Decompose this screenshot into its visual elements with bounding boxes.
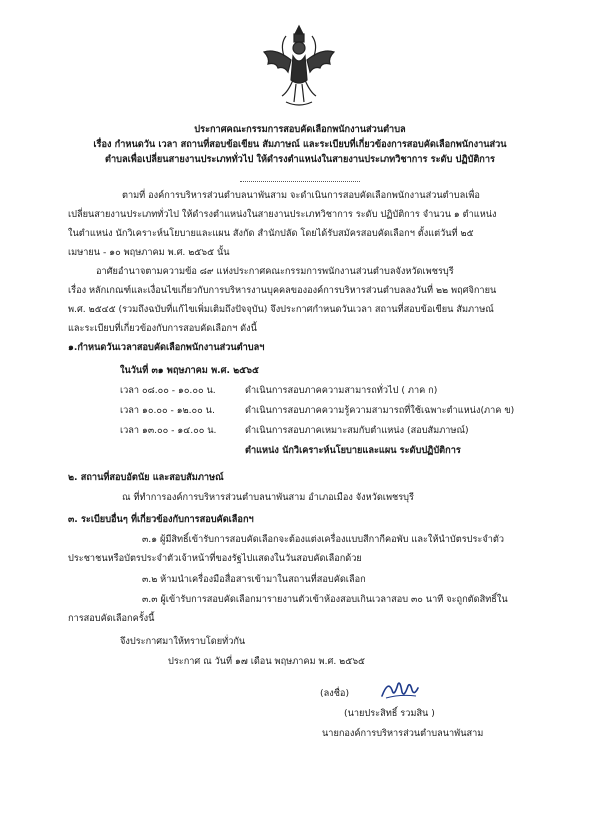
intro-p1-line-1: ตามที่ องค์การบริหารส่วนตำบลนาพันสาม จะดำเนินการสอบคัดเลือกพนักงานส่วนตำบลเพื่อ — [122, 190, 480, 201]
garuda-emblem-icon — [260, 22, 338, 108]
title-line-2: เรื่อง กำหนดวัน เวลา สถานที่สอบข้อเขียน สัมภาษณ์ และระเบียบที่เกี่ยวข้องการสอบคัดเลือกพนักงานส่วน — [93, 139, 507, 150]
signer-name: (นายประสิทธิ์ รวมสิน ) — [344, 708, 435, 719]
handwritten-signature — [378, 676, 422, 702]
intro-p2-line-2: เรื่อง หลักเกณฑ์และเงื่อนไขเกี่ยวกับการบริหารงานบุคคลขององค์การบริหารส่วนตำบลลงวันที่ ๒๒ พฤศจิกายน — [68, 285, 497, 296]
section-1-heading: ๑.กำหนดวันเวลาสอบคัดเลือกพนักงานส่วนตำบลฯ — [68, 342, 265, 353]
intro-p1-line-4: เมษายน - ๑๐ พฤษภาคม พ.ศ. ๒๕๖๕ นั้น — [68, 247, 230, 258]
intro-p2-line-4: และระเบียบที่เกี่ยวข้องกับการสอบคัดเลือกฯ ดังนี้ — [68, 323, 257, 334]
signer-role: นายกองค์การบริหารส่วนตำบลนาพันสาม — [322, 728, 484, 739]
title-divider — [240, 181, 360, 182]
exam-date: ในวันที่ ๓๑ พฤษภาคม พ.ศ. ๒๕๖๕ — [120, 365, 259, 376]
intro-p2-line-1: อาศัยอำนาจตามความข้อ ๘๙ แห่งประกาศคณะกรรมการพนักงานส่วนตำบลจังหวัดเพชรบุรี — [96, 266, 454, 277]
schedule-3-time: เวลา ๑๓.๐๐ - ๑๔.๐๐ น. — [120, 425, 217, 436]
section-2-heading: ๒. สถานที่สอบอัตนัย และสอบสัมภาษณ์ — [68, 472, 224, 483]
schedule-2-desc: ดำเนินการสอบภาคความรู้ความสามารถที่ใช้เฉพาะตำแหน่ง(ภาค ข) — [245, 405, 515, 416]
rule-2: ๓.๒ ห้ามนำเครื่องมือสื่อสารเข้ามาในสถานที่สอบคัดเลือก — [142, 574, 366, 585]
rule-1-line-2: ประชาชนหรือบัตรประจำตัวเจ้าหน้าที่ของรัฐไปแสดงในวันสอบคัดเลือกด้วย — [68, 553, 362, 564]
exam-position: ตำแหน่ง นักวิเคราะห์นโยบายและแผน ระดับปฏิบัติการ — [245, 445, 461, 456]
announce-date: ประกาศ ณ วันที่ ๑๗ เดือน พฤษภาคม พ.ศ. ๒๕๖๕ — [168, 656, 365, 667]
rule-3-line-2: การสอบคัดเลือกครั้งนี้ — [68, 613, 155, 624]
schedule-1-desc: ดำเนินการสอบภาคความสามารถทั่วไป ( ภาค ก) — [245, 385, 438, 396]
rule-1-line-1: ๓.๑ ผู้มีสิทธิ์เข้ารับการสอบคัดเลือกจะต้องแต่งเครื่องแบบสีกากีคอพับ และให้นำบัตรประจำตัว — [142, 534, 504, 545]
schedule-3-desc: ดำเนินการสอบภาคเหมาะสมกับตำแหน่ง (สอบสัมภาษณ์) — [245, 425, 469, 436]
intro-p1-line-3: ในตำแหน่ง นักวิเคราะห์นโยบายและแผน สังกัด สำนักปลัด โดยได้รับสมัครสอบคัดเลือกฯ ตั้งแต่วันที่ ๒๕ — [68, 228, 474, 239]
exam-location: ณ ที่ทำการองค์การบริหารส่วนตำบลนาพันสาม อำเภอเมือง จังหวัดเพชรบุรี — [122, 492, 414, 503]
schedule-1-time: เวลา ๐๘.๐๐ - ๑๐.๐๐ น. — [120, 385, 216, 396]
sign-label: (ลงชื่อ) — [320, 688, 350, 699]
title-line-1: ประกาศคณะกรรมการสอบคัดเลือกพนักงานส่วนตำบล — [194, 124, 406, 135]
closing-announce: จึงประกาศมาให้ทราบโดยทั่วกัน — [120, 636, 246, 647]
intro-p1-line-2: เปลี่ยนสายงานประเภททั่วไป ให้ดำรงตำแหน่งในสายงานประเภทวิชาการ ระดับ ปฏิบัติการ จำนวน ๑ ตำแหน่ง — [68, 209, 497, 220]
schedule-2-time: เวลา ๑๐.๐๐ - ๑๒.๐๐ น. — [120, 405, 215, 416]
section-3-heading: ๓. ระเบียบอื่นๆ ที่เกี่ยวข้องกับการสอบคัดเลือกฯ — [68, 514, 254, 525]
title-line-3: ตำบลเพื่อเปลี่ยนสายงานประเภททั่วไป ให้ดำรงตำแหน่งในสายงานประเภทวิชาการ ระดับ ปฏิบัติการ — [105, 154, 495, 165]
rule-3-line-1: ๓.๓ ผู้เข้ารับการสอบคัดเลือกมารายงานตัวเข้าห้องสอบเกินเวลาสอบ ๓๐ นาที จะถูกตัดสิทธิ์ใน — [142, 594, 508, 605]
intro-p2-line-3: พ.ศ. ๒๕๔๕ (รวมถึงฉบับที่แก้ไขเพิ่มเติมถึงปัจจุบัน) จึงประกาศกำหนดวันเวลา สถานที่สอบข้อเขียน สัมภาษณ์ — [68, 304, 494, 315]
